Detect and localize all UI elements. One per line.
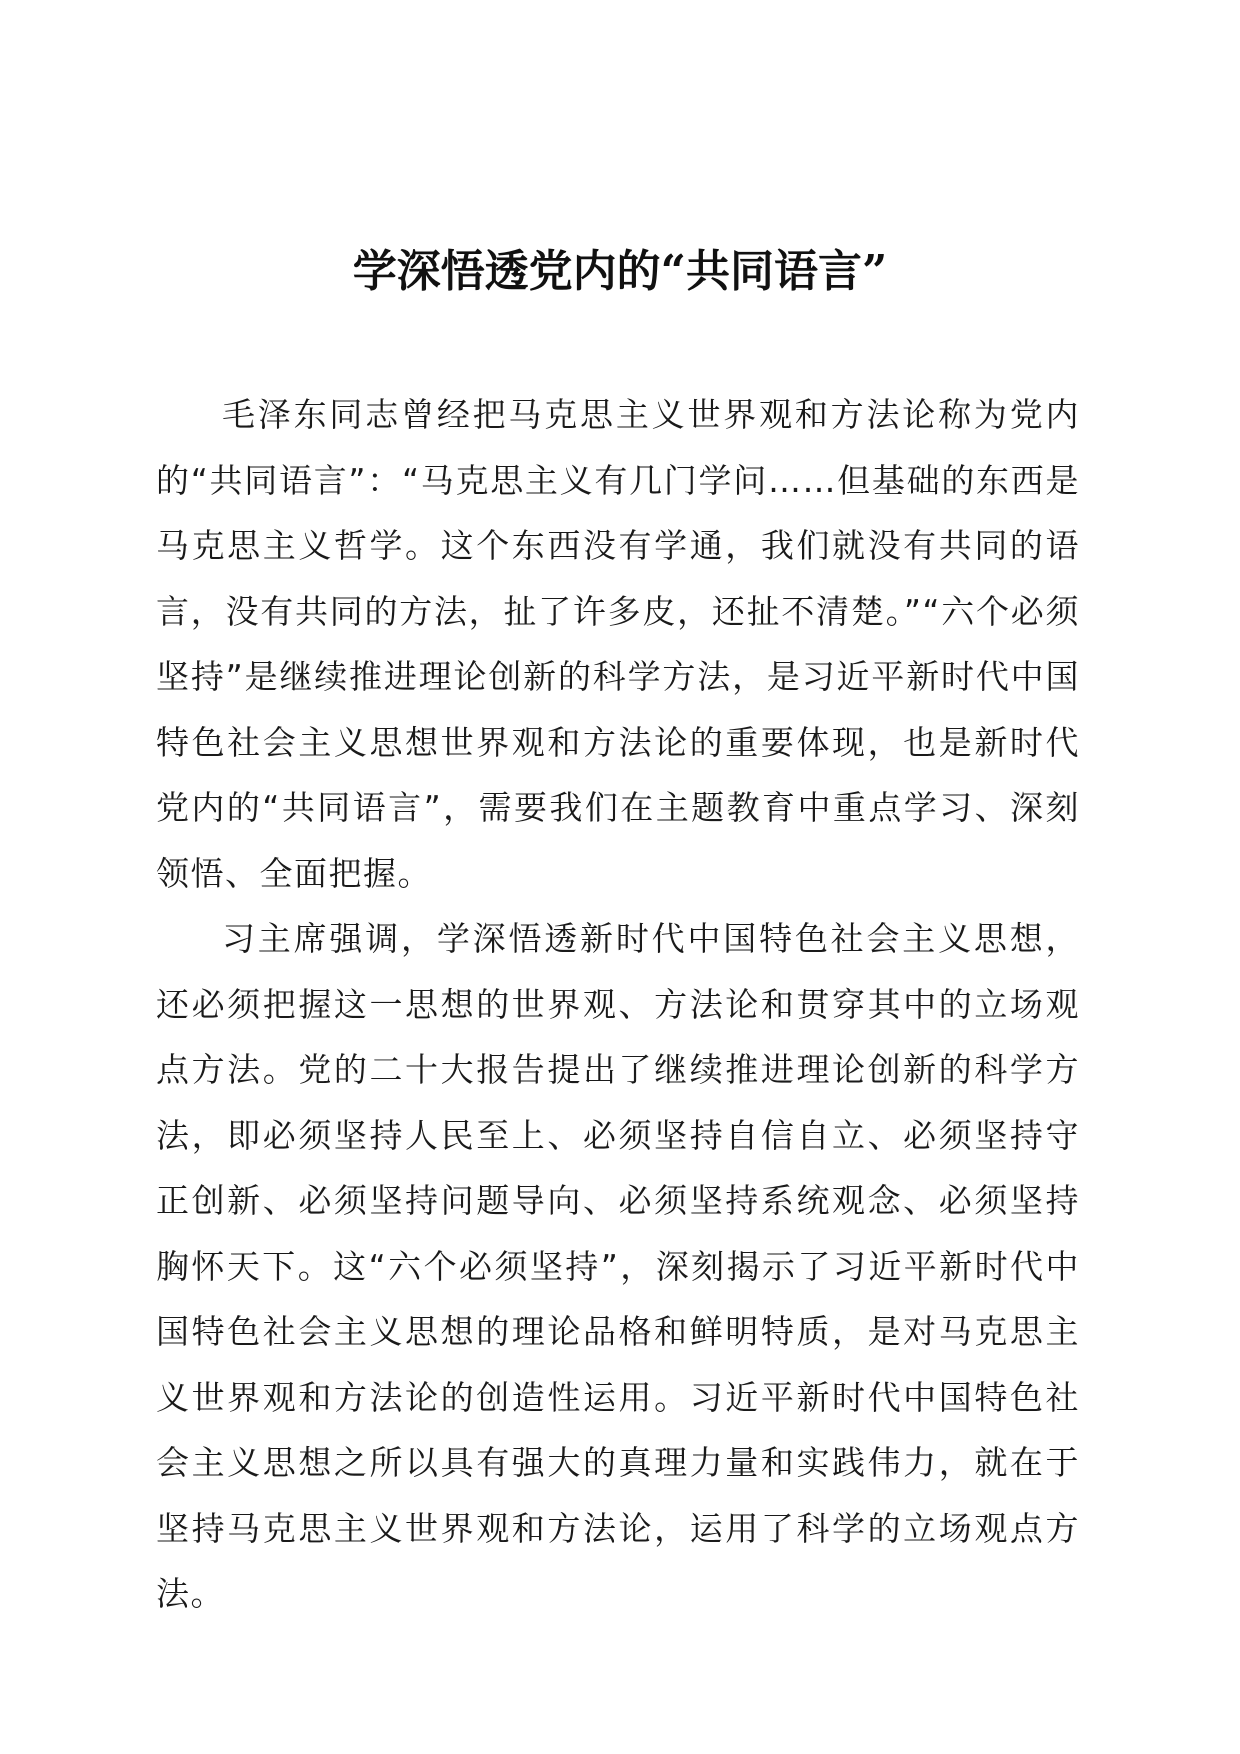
paragraph-1: 毛泽东同志曾经把马克思主义世界观和方法论称为党内的“共同语言”：“马克思主义有几门学问……但基础的东西是马克思主义哲学。这个东西没有学通，我们就没有共同的语言，没有共同的方法，扯了许多皮，还扯不清楚。”“六个必须坚持”是继续推进理论创新的科学方法，是习近平新时代中国特色社会主义思想世界观和方法论的重要体现，也是新时代党内的“共同语言”，需要我们在主题教育中重点学习、深刻领悟、全面把握。 — [156, 395, 1080, 893]
document-body — [156, 382, 1080, 1627]
paragraph-2: 习主席强调，学深悟透新时代中国特色社会主义思想，还必须把握这一思想的世界观、方法论和贯穿其中的立场观点方法。党的二十大报告提出了继续推进理论创新的科学方法，即必须坚持人民至上、必须坚持自信自立、必须坚持守正创新、必须坚持问题导向、必须坚持系统观念、必须坚持胸怀天下。这“六个必须坚持”，深刻揭示了习近平新时代中国特色社会主义思想的理论品格和鲜明特质，是对马克思主义世界观和方法论的创造性运用。习近平新时代中国特色社会主义思想之所以具有强大的真理力量和实践伟力，就在于坚持马克思主义世界观和方法论，运用了科学的立场观点方法。 — [156, 919, 1080, 1613]
document-title: 学深悟透党内的“共同语言” — [352, 246, 888, 297]
